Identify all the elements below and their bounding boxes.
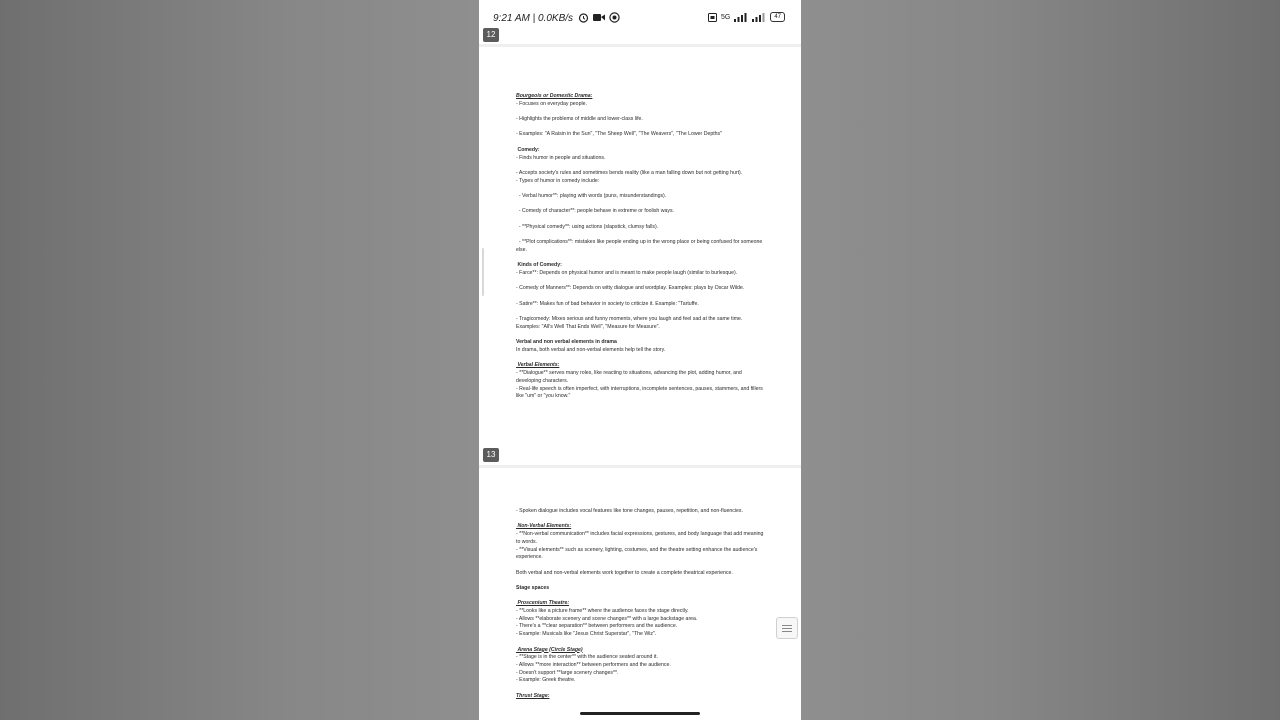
document-line: - **Visual elements** such as scenery, lighting, costumes, and the theatre setting enhance the audience's experience. xyxy=(516,546,759,561)
document-line: - Satire**: Makes fun of bad behavior in society to criticize it. Example: "Tartuffe. xyxy=(516,300,699,307)
document-page-13 xyxy=(516,508,766,700)
document-line: - **Dialogue** serves many roles, like reacting to situations, advancing the plot, adding humor, and developing characters. xyxy=(516,370,744,384)
document-line: - Examples: "A Raisin in the Sun", "The Sheep Well", "The Weavers", "The Lower Depths" xyxy=(516,131,722,138)
alarm-icon xyxy=(578,12,589,23)
document-line: Thrust Stage: xyxy=(516,692,550,699)
document-line: - There's a **clear separation** between performers and the audience. xyxy=(516,623,678,630)
document-line: - Accepts society's rules and sometimes bends reality (like a man falling down but not getting hurt). xyxy=(516,169,743,176)
document-line: Arena Stage (Circle Stage) xyxy=(516,646,583,653)
blank-line xyxy=(516,639,766,647)
document-line: Both verbal and non-verbal elements work together to create a complete theatrical experience. xyxy=(516,569,733,576)
blank-line xyxy=(516,162,766,170)
document-line: - Highlights the problems of middle and lower-class life. xyxy=(516,116,643,123)
document-line: - Example: Greek theatre. xyxy=(516,677,576,684)
document-line: - Tragicomedy: Mixes serious and funny moments, where you laugh and feel sad at the same time. Examples: "All's Well That Ends Well", "Measure for Measure". xyxy=(516,316,744,330)
page-separator xyxy=(479,44,801,47)
blank-line xyxy=(516,593,766,601)
blank-line xyxy=(516,332,766,340)
document-line: - **Non-verbal communication** includes facial expressions, gestures, and body language that add meaning to words. xyxy=(516,531,765,545)
document-line: - **Physical comedy**: using actions (slapstick, clumsy falls). xyxy=(516,223,659,230)
document-line: - Farce**: Depends on physical humor and is meant to make people laugh (similar to burlesque). xyxy=(516,270,738,277)
video-camera-icon xyxy=(593,13,605,22)
status-icons-left xyxy=(578,12,620,23)
blank-line xyxy=(516,255,766,263)
document-line: - Comedy of character**: people behave in extreme or foolish ways. xyxy=(516,208,675,215)
blank-line xyxy=(516,355,766,363)
document-line: - Spoken dialogue includes vocal features like tone changes, pauses, repetition, and non-fluencies. xyxy=(516,508,743,514)
sim-card-icon xyxy=(708,13,717,22)
status-icons-right xyxy=(708,12,785,22)
document-line: Verbal and non verbal elements in drama xyxy=(516,339,617,346)
blank-line xyxy=(516,293,766,301)
blank-line xyxy=(516,216,766,224)
blank-line xyxy=(516,685,766,693)
document-line: - Finds humor in people and situations. xyxy=(516,154,606,161)
status-bar xyxy=(479,0,801,36)
document-line: Stage spaces xyxy=(516,584,550,591)
document-line: - Comedy of Manners**: Depends on witty dialogue and wordplay. Examples: plays by Oscar Wilde. xyxy=(516,285,745,292)
document-line: - Doesn't support **large scenery changes**. xyxy=(516,669,619,676)
document-line: - Example: Musicals like "Jesus Christ Superstar", "The Wiz". xyxy=(516,631,657,638)
document-line: Proscenium Theatre: xyxy=(516,600,570,607)
blank-line xyxy=(516,309,766,317)
document-line: Comedy: xyxy=(516,146,540,153)
document-line: In drama, both verbal and non-verbal elements help tell the story. xyxy=(516,347,666,353)
document-line: Kinds of Comedy: xyxy=(516,262,562,269)
blank-line xyxy=(516,577,766,585)
scroll-indicator[interactable] xyxy=(482,248,484,296)
document-line: - **Looks like a picture frame** where the audience faces the stage directly. xyxy=(516,608,689,615)
document-line: - **Plot complications**: mistakes like people ending up in the wrong place or being confused for someone else. xyxy=(516,239,764,253)
status-time: 9:21 AM | 0.0KB/s xyxy=(493,13,574,24)
document-line: - **Stage is in the center** with the audience seated around it. xyxy=(516,654,658,661)
phone-screen xyxy=(479,0,801,720)
document-line: - Allows **elaborate scenery and scene changes** with a large backstage area. xyxy=(516,615,698,622)
home-indicator[interactable] xyxy=(580,712,700,715)
document-line: Non-Verbal Elements: xyxy=(516,523,572,530)
page-separator xyxy=(479,465,801,468)
blank-line xyxy=(516,232,766,240)
background-blur-left xyxy=(0,0,479,720)
document-page-12 xyxy=(516,93,766,401)
document-line: - Focuses on everyday people. xyxy=(516,100,587,107)
phone-call-icon xyxy=(609,12,620,23)
document-line: Bourgeois or Domestic Drama: xyxy=(516,93,593,99)
signal-strength-2-icon xyxy=(752,13,766,22)
page-number-badge: 12 xyxy=(483,28,499,42)
network-type-label: 5G xyxy=(720,13,731,21)
blank-line xyxy=(516,139,766,147)
document-line: - Verbal humor**: playing with words (puns, misunderstandings). xyxy=(516,193,667,200)
page-number-badge: 13 xyxy=(483,448,499,462)
blank-line xyxy=(516,516,766,524)
blank-line xyxy=(516,201,766,209)
document-line: - Real-life speech is often imperfect, with interruptions, incomplete sentences, pauses, stammers, and fillers like "um" or "you know." xyxy=(516,385,765,400)
blank-line xyxy=(516,278,766,286)
battery-indicator: 47 xyxy=(770,12,785,22)
blank-line xyxy=(516,185,766,193)
blank-line xyxy=(516,562,766,570)
background-blur-right xyxy=(801,0,1280,720)
signal-strength-icon xyxy=(734,13,748,22)
blank-line xyxy=(516,108,766,116)
menu-icon[interactable] xyxy=(776,617,798,639)
document-line: - Types of humor in comedy include: xyxy=(516,177,600,184)
blank-line xyxy=(516,124,766,132)
document-line: Verbal Elements: xyxy=(516,362,560,369)
document-line: - Allows **more interaction** between performers and the audience. xyxy=(516,661,671,668)
